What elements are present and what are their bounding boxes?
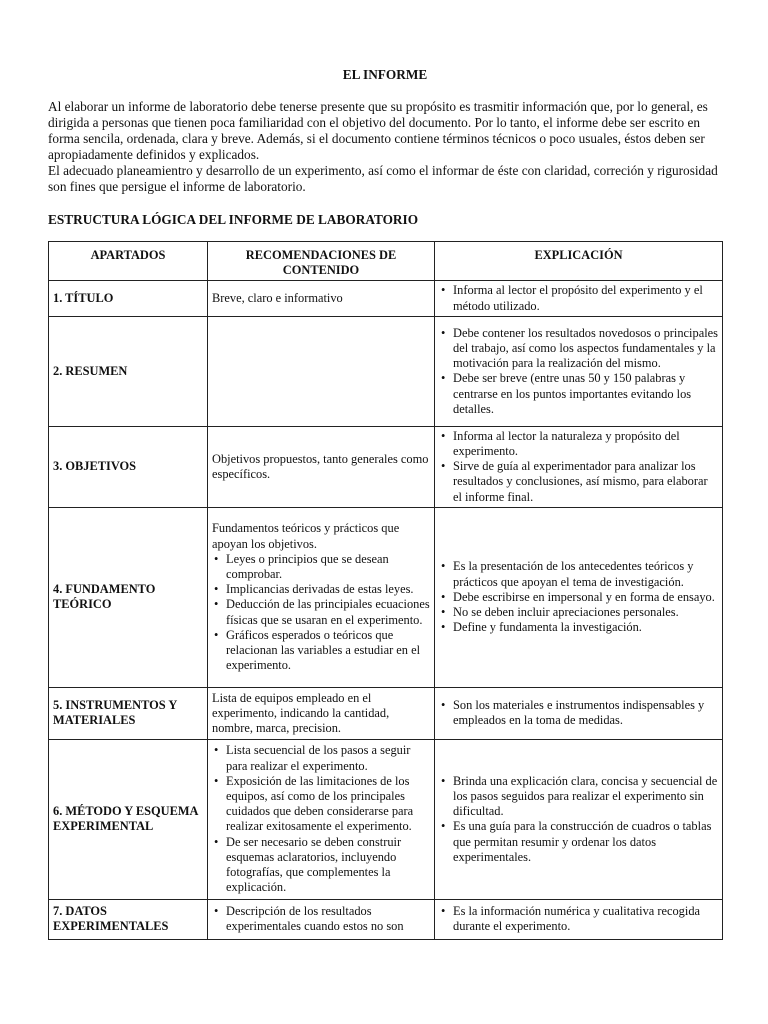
recommendation-list [212, 552, 430, 674]
row-recomendaciones [208, 899, 435, 939]
recommendation-item: • De ser necesario se deben construir esquemas aclaratorios, incluyendo fotografías, que complementes la explicación. [212, 835, 430, 896]
explanation-list [439, 774, 718, 865]
explanation-item: • Informa al lector el propósito del experimento y el método utilizado. [439, 283, 718, 313]
explanation-list [439, 559, 718, 635]
section-title: ESTRUCTURA LÓGICA DEL INFORME DE LABORATORIO [48, 212, 419, 227]
explanation-item: • Son los materiales e instrumentos indispensables y empleados en la toma de medidas. [439, 698, 718, 728]
explanation-item: • Brinda una explicación clara, concisa y secuencial de los pasos seguidos para realizar el experimento sin dificultad. [439, 774, 718, 820]
row-recomendaciones [208, 687, 435, 739]
table-row [49, 507, 723, 687]
recommendation-item: • Descripción de los resultados experimentales cuando estos no son [212, 904, 430, 934]
explanation-item: • Define y fundamenta la investigación. [439, 620, 718, 635]
recommendation-item: • Gráficos esperados o teóricos que relacionan las variables a estudiar en el experimento. [212, 628, 430, 674]
explanation-item: • Es la información numérica y cualitativa recogida durante el experimento. [439, 904, 718, 934]
row-recomendaciones [208, 426, 435, 507]
explanation-item: • Debe escribirse en impersonal y en forma de ensayo. [439, 590, 718, 605]
row-recomendaciones [208, 507, 435, 687]
row-explicacion [435, 426, 723, 507]
intro-paragraph: El adecuado planeamientro y desarrollo de un experimento, así como el informar de éste con claridad, correción y rigurosidad son fines que persigue el informe de laboratorio. [48, 163, 718, 195]
row-explicacion [435, 739, 723, 899]
recommendation-item: • Exposición de las limitaciones de los equipos, así como de los principales cuidados que deben considerarse para realizar exitosamente el experimento. [212, 774, 430, 835]
recommendation-item: • Leyes o principios que se desean comprobar. [212, 552, 430, 582]
explanation-item: • Es una guía para la construcción de cuadros o tablas que permitan resumir y ordenar los datos experimentales. [439, 819, 718, 865]
explanation-list [439, 429, 718, 505]
explanation-list [439, 698, 718, 728]
recommendation-list [212, 743, 430, 895]
recommendation-list [212, 904, 430, 934]
row-apartado: 6. MÉTODO Y ESQUEMA EXPERIMENTAL [49, 739, 208, 899]
row-recomendaciones [208, 281, 435, 316]
recommendation-item: • Deducción de las principiales ecuaciones físicas que se usaran en el experimento. [212, 597, 430, 627]
table-row [49, 687, 723, 739]
explanation-list [439, 326, 718, 417]
table-row [49, 739, 723, 899]
row-explicacion [435, 507, 723, 687]
row-explicacion [435, 316, 723, 426]
row-recomendaciones [208, 739, 435, 899]
recommendation-text: Objetivos propuestos, tanto generales como específicos. [212, 451, 429, 481]
explanation-item: • Debe ser breve (entre unas 50 y 150 palabras y centrarse en los puntos importantes evitando los detalles. [439, 371, 718, 417]
intro-text [48, 99, 722, 196]
recommendation-item: • Implicancias derivadas de estas leyes. [212, 582, 430, 597]
recommendation-item: • Lista secuencial de los pasos a seguir para realizar el experimento. [212, 743, 430, 773]
row-apartado: 2. RESUMEN [49, 316, 208, 426]
explanation-item: • Informa al lector la naturaleza y propósito del experimento. [439, 429, 718, 459]
table-row [49, 316, 723, 426]
explanation-item: • Sirve de guía al experimentador para analizar los resultados y conclusiones, así mismo, para elaborar el informe final. [439, 459, 718, 505]
table-body [49, 281, 723, 939]
row-explicacion [435, 281, 723, 316]
table-row [49, 899, 723, 939]
table-header-row [49, 242, 723, 281]
intro-paragraph: Al elaborar un informe de laboratorio debe tenerse presente que su propósito es trasmitir información que, por lo general, es dirigida a personas que tienen poca familiaridad con el objetivo del documento. Por lo tanto, el informe debe ser escrito en forma sencila, ordenada, clara y breve. Además, si el documento contiene términos técnicos o poco usuales, éstos deben ser apropiadamente definidos y explicados. [48, 99, 708, 163]
recommendation-text: Lista de equipos empleado en el experimento, indicando la cantidad, nombre, marca, precision. [212, 690, 390, 735]
row-apartado: 7. DATOS EXPERIMENTALES [49, 899, 208, 939]
table-row [49, 281, 723, 316]
row-recomendaciones [208, 316, 435, 426]
explanation-item: • Debe contener los resultados novedosos o principales del trabajo, así como los aspectos fundamentales y la motivación para la realización del mismo. [439, 326, 718, 372]
row-apartado: 5. INSTRUMENTOS Y MATERIALES [49, 687, 208, 739]
header-apartados: APARTADOS [49, 242, 208, 281]
structure-table [48, 241, 723, 940]
table-row [49, 426, 723, 507]
header-recomendaciones: RECOMENDACIONES DE CONTENIDO [208, 242, 435, 281]
explanation-list [439, 283, 718, 313]
row-apartado: 4. FUNDAMENTO TEÓRICO [49, 507, 208, 687]
explanation-list [439, 904, 718, 934]
header-explicacion: EXPLICACIÓN [435, 242, 723, 281]
row-explicacion [435, 899, 723, 939]
row-apartado: 3. OBJETIVOS [49, 426, 208, 507]
row-explicacion [435, 687, 723, 739]
recommendation-text: Breve, claro e informativo [212, 291, 343, 305]
explanation-item: • Es la presentación de los antecedentes teóricos y prácticos que apoyan el tema de investigación. [439, 559, 718, 589]
document-title: EL INFORME [342, 67, 428, 82]
recommendation-text: Fundamentos teóricos y prácticos que apoyan los objetivos. [212, 521, 400, 551]
explanation-item: • No se deben incluir apreciaciones personales. [439, 605, 718, 620]
row-apartado: 1. TÍTULO [49, 281, 208, 316]
